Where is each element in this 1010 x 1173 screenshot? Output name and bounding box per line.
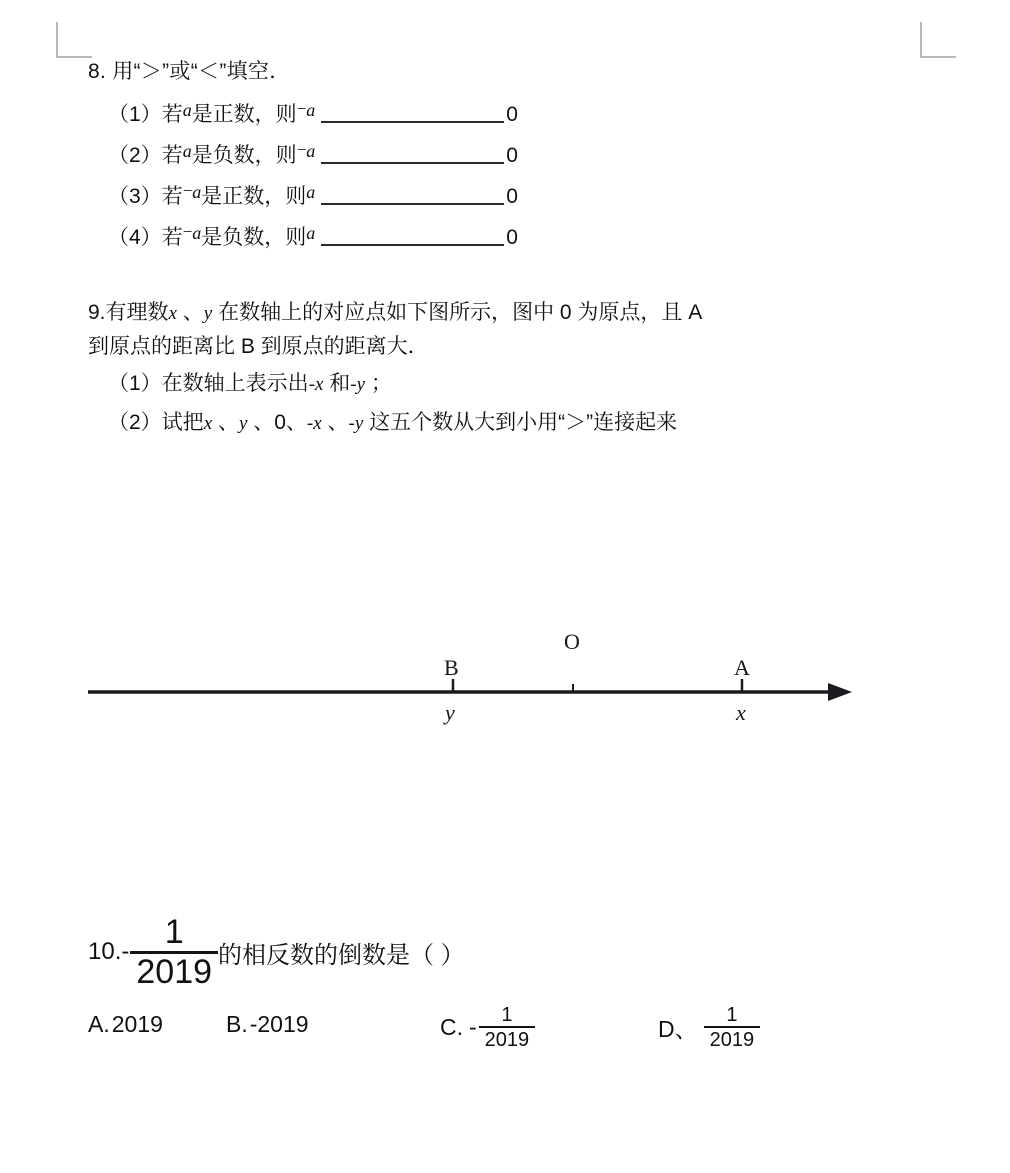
question-8-row-1 <box>108 100 518 131</box>
q8-row-2-var2: a <box>306 141 316 161</box>
number-line-svg <box>80 630 870 740</box>
q8-row-3-var1-sign: − <box>182 181 193 200</box>
crop-mark-top-right-icon <box>920 22 956 58</box>
option-a[interactable] <box>88 1011 163 1038</box>
q8-row-3-prefix: 若 <box>161 185 183 208</box>
question-9-sub-1 <box>108 369 392 399</box>
q8-row-4-middle: 是负数，则 <box>201 226 307 249</box>
option-c-fraction <box>479 1005 536 1050</box>
q9-sub2-part-a: （2）试把 <box>108 411 204 434</box>
question-10-statement <box>88 915 465 989</box>
question-9-sub-2 <box>108 408 677 438</box>
q9-sub2-neg-x: -x <box>306 413 322 434</box>
q10-text-tail: 的相反数的倒数是（ ） <box>218 941 465 969</box>
option-d-numerator: 1 <box>726 1004 738 1026</box>
q8-row-4-var1: a <box>192 223 202 243</box>
number-line-label-y: y <box>445 700 455 725</box>
q9-sub2-var-y: y <box>238 413 248 434</box>
q9-sub1-neg-x: -x <box>308 374 324 395</box>
q9-sub2-part-b: 、 <box>212 411 239 434</box>
q10-minus-sign: - <box>121 938 130 965</box>
number-line-label-a: A <box>734 655 750 680</box>
q8-row-1-var2: a <box>306 100 316 120</box>
question-8-row-2 <box>108 141 518 172</box>
q9-line1-part-a: 9.有理数 <box>88 301 169 324</box>
q9-line1-var-y: y <box>203 303 213 324</box>
question-10-options <box>88 1005 848 1065</box>
number-line-label-x: x <box>736 700 746 725</box>
option-c-numerator: 1 <box>501 1004 513 1026</box>
q8-row-4-var2: a <box>306 223 316 243</box>
q8-row-1-prefix: 若 <box>161 103 183 126</box>
q8-row-4-var1-sign: − <box>182 222 193 241</box>
option-a-value: 2019 <box>111 1011 163 1037</box>
option-c-minus-sign: - <box>469 1014 477 1040</box>
q8-row-3-var2: a <box>306 182 316 202</box>
q8-row-2-middle: 是负数，则 <box>191 144 297 167</box>
q8-row-1-tail: 0 <box>506 103 518 126</box>
q8-row-1-index: （1） <box>108 103 162 126</box>
number-line-label-b: B <box>444 655 459 680</box>
q8-row-4-answer-blank[interactable] <box>321 225 504 246</box>
q8-row-3-var1: a <box>192 182 202 202</box>
option-d[interactable] <box>658 1005 760 1050</box>
option-c-label: C. <box>440 1014 463 1040</box>
q8-row-3-middle: 是正数，则 <box>201 185 307 208</box>
q8-row-2-var1: a <box>182 141 192 161</box>
option-b-label: B. <box>226 1011 248 1037</box>
question-9-statement <box>88 296 968 363</box>
q8-row-1-var2-sign: − <box>296 99 307 118</box>
q10-fraction-denominator: 2019 <box>130 951 218 989</box>
q10-fraction <box>130 915 218 989</box>
option-d-denominator: 2019 <box>704 1026 761 1050</box>
q8-row-1-answer-blank[interactable] <box>321 102 504 123</box>
q8-row-1-var1: a <box>182 100 192 120</box>
q8-row-2-tail: 0 <box>506 144 518 167</box>
q9-line2: 到原点的距离比 B 到原点的距离大． <box>88 335 429 358</box>
q9-line1-part-c: 在数轴上的对应点如下图所示，图中 0 为原点，且 A <box>212 301 703 324</box>
q8-row-4-prefix: 若 <box>161 226 183 249</box>
q8-row-1-middle: 是正数，则 <box>191 103 297 126</box>
q8-row-2-index: （2） <box>108 144 162 167</box>
q8-row-4-tail: 0 <box>506 226 518 249</box>
number-line-arrowhead-icon <box>828 683 852 701</box>
crop-mark-top-left-icon <box>56 22 92 58</box>
q8-row-3-index: （3） <box>108 185 162 208</box>
q9-sub2-neg-y: -y <box>348 413 364 434</box>
q8-row-4-index: （4） <box>108 226 162 249</box>
question-8-row-3 <box>108 182 518 213</box>
option-d-label: D、 <box>658 1016 698 1042</box>
q10-number: 10. <box>88 938 122 965</box>
question-8-row-4 <box>108 223 518 254</box>
q10-fraction-numerator: 1 <box>164 913 184 951</box>
q8-row-3-tail: 0 <box>506 185 518 208</box>
q9-sub1-part-b: 和 <box>323 372 351 395</box>
q8-row-2-var2-sign: − <box>296 140 307 159</box>
q9-sub2-var-x: x <box>203 413 213 434</box>
q9-line1-part-b: 、 <box>176 301 204 324</box>
q9-sub2-part-c: 、0、 <box>247 411 307 434</box>
option-a-label: A. <box>88 1011 110 1037</box>
option-d-fraction <box>704 1005 761 1050</box>
option-c-denominator: 2019 <box>479 1026 536 1050</box>
question-8-heading: 8. 用“＞”或“＜”填空． <box>88 60 291 83</box>
q9-sub2-part-d: 、 <box>321 411 349 434</box>
number-line-label-o: O <box>564 629 580 654</box>
q8-row-2-answer-blank[interactable] <box>321 143 504 164</box>
q8-row-3-answer-blank[interactable] <box>321 184 504 205</box>
q9-sub2-part-e: 这五个数从大到小用“＞”连接起来 <box>363 411 678 434</box>
option-b-value: -2019 <box>249 1011 309 1037</box>
q9-sub1-part-c: ； <box>365 372 392 395</box>
q9-line1-var-x: x <box>168 303 177 324</box>
option-b[interactable] <box>226 1011 309 1038</box>
option-c[interactable] <box>440 1005 535 1050</box>
q9-sub1-neg-y: -y <box>350 374 366 395</box>
q9-sub1-part-a: （1）在数轴上表示出 <box>108 372 309 395</box>
number-line-figure <box>80 630 870 740</box>
q8-row-2-prefix: 若 <box>161 144 183 167</box>
